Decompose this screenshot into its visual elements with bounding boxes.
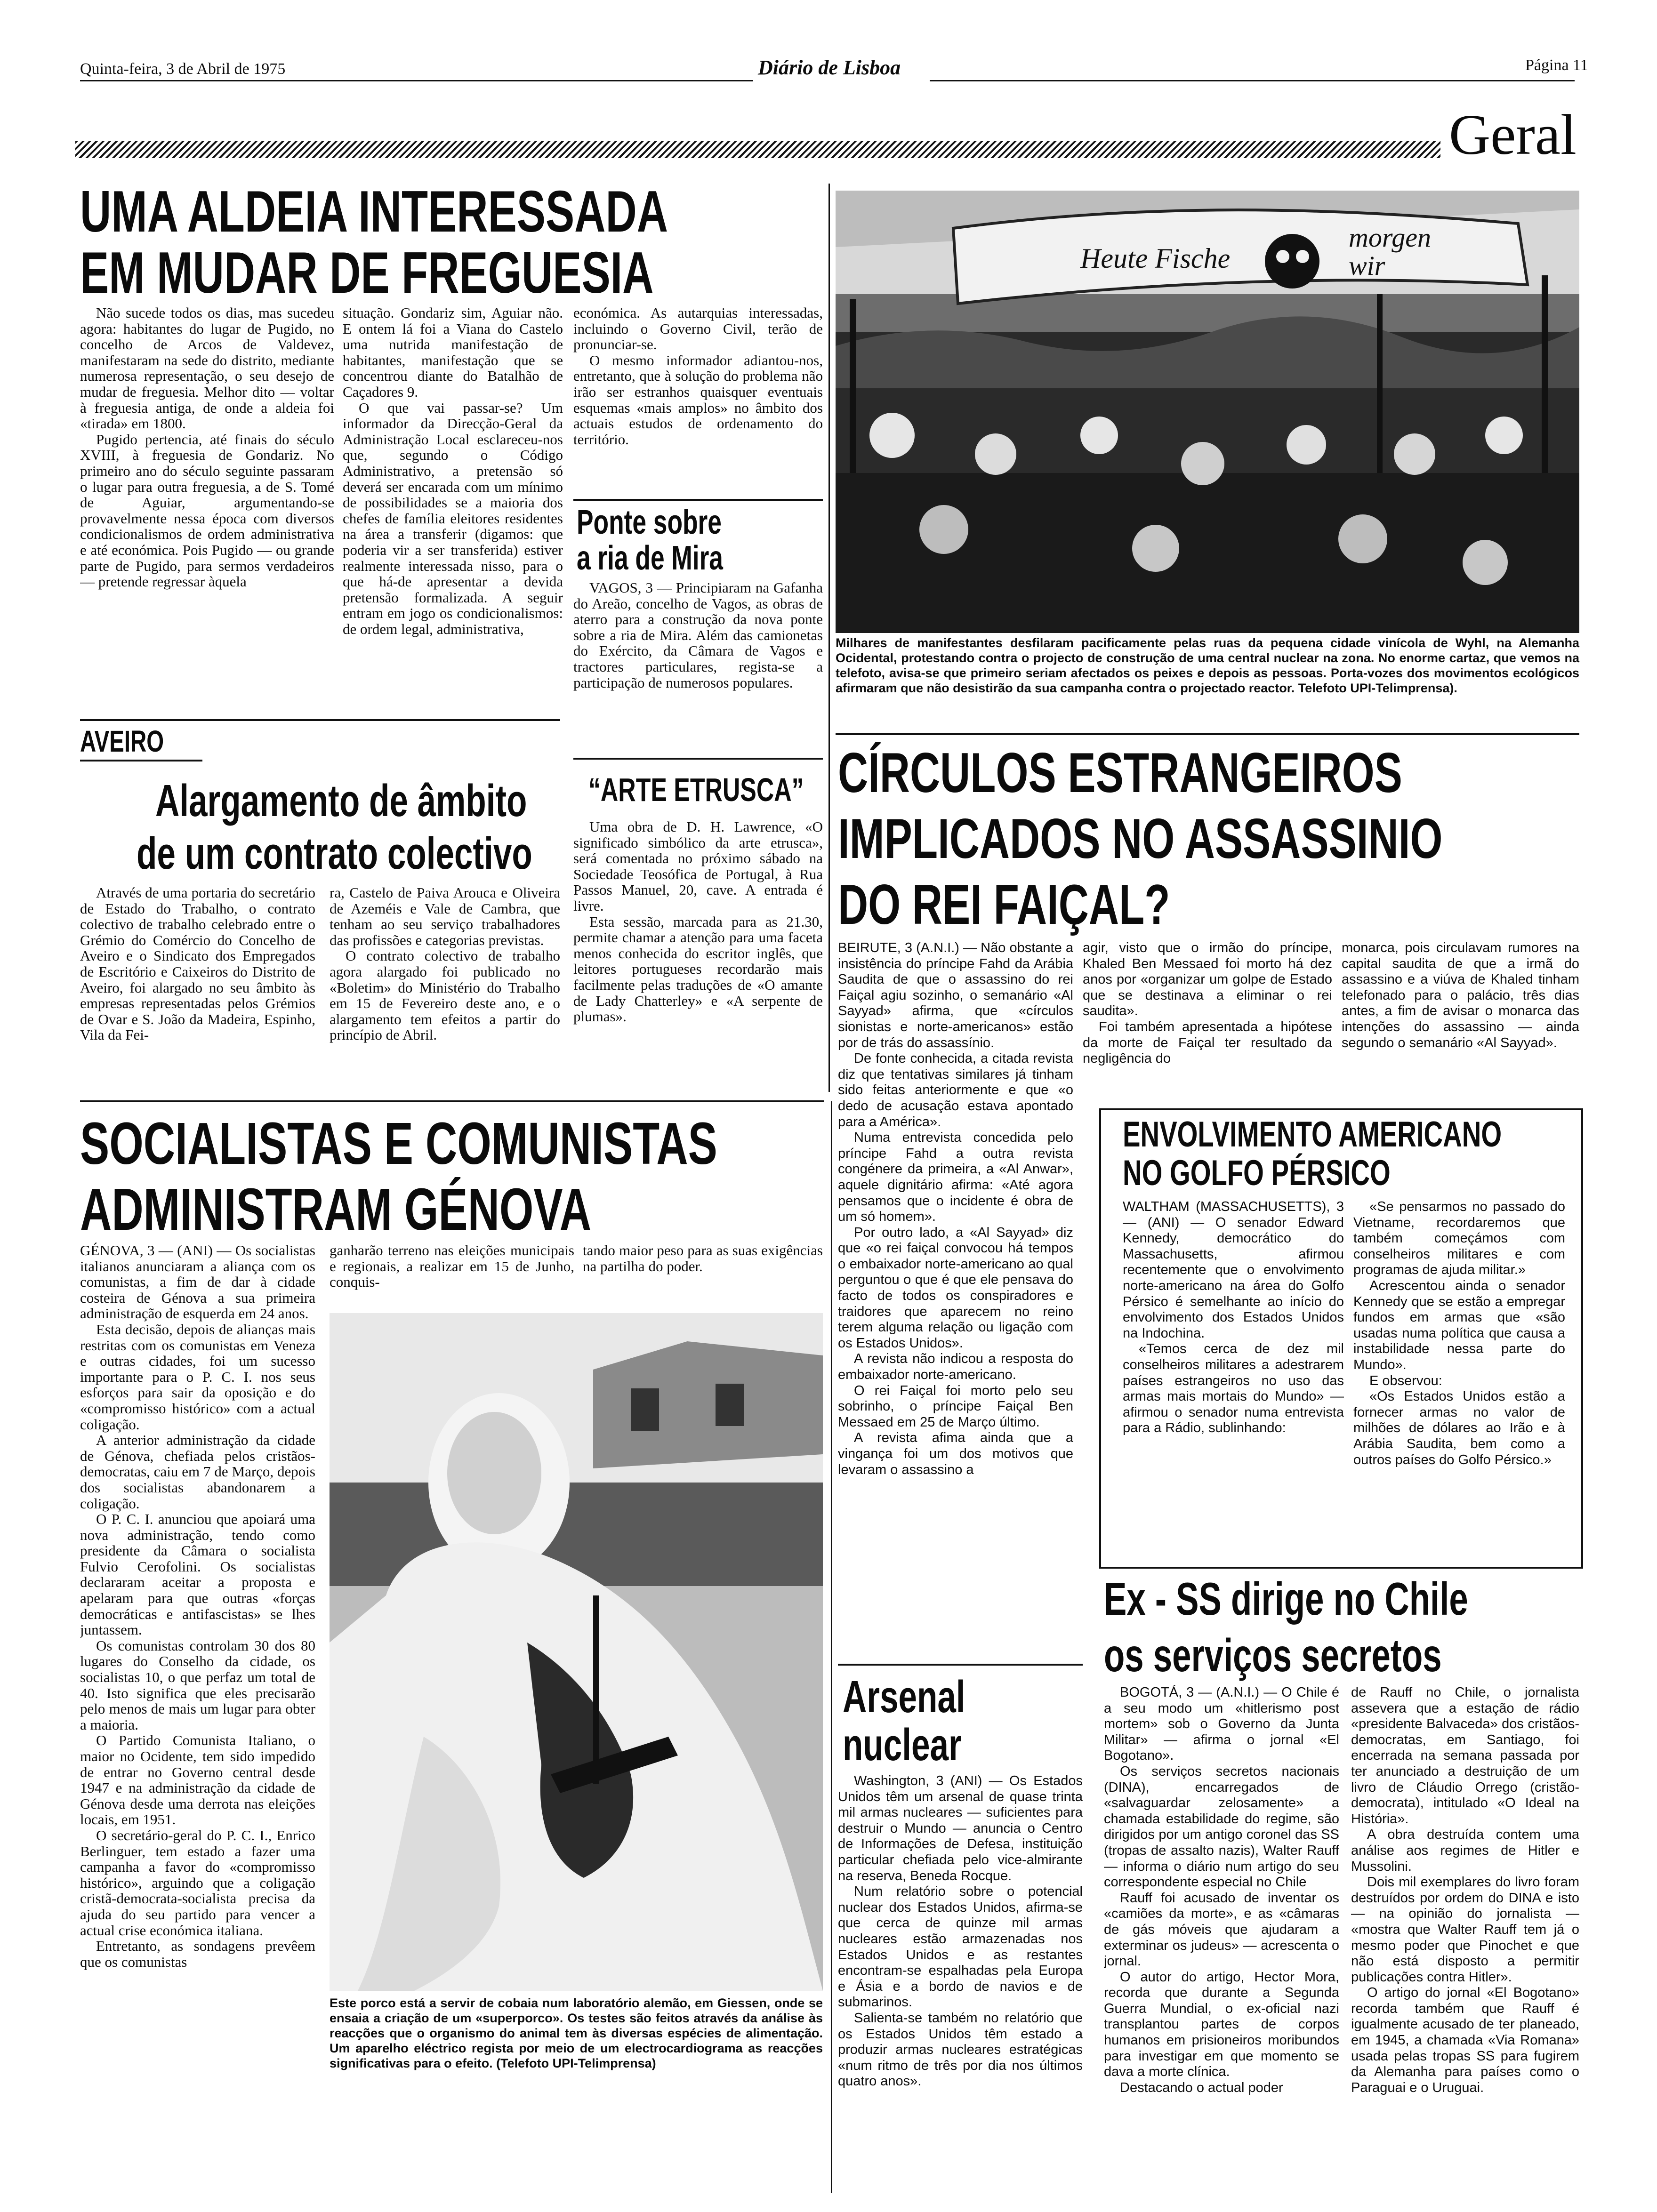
faical-paragraph: monarca, pois circulavam rumores na capital saudita de que a irmã do assassino e a viúva de Khaled tinham telefonado para o palácio, três dias antes, a fim de avisar o monarca das intenções do assassino — ainda segundo o semanário «Al Sayyad». (1342, 940, 1579, 1050)
masthead-rule-left (80, 80, 753, 81)
etrusca-top-rule (573, 758, 823, 760)
arsenal-paragraph: Washington, 3 (ANI) — Os Estados Unidos têm um arsenal de quase trinta mil armas nucleares — suficientes para destruir o Mundo — anuncia o Centro de Informações de Defesa, instituição particular chefiada pelo vice-almirante na reserva, Beneda Rocque. (838, 1773, 1083, 1883)
ponte-headline-line1: Ponte sobre (577, 504, 722, 541)
ss-chile-paragraph: BOGOTÁ, 3 — (A.N.I.) — O Chile é a seu modo um «hitlerismo post mortem» sob o Governo da Junta Militar» — afirma o jornal «El Bogotano». (1104, 1685, 1339, 1763)
faical-paragraph: BEIRUTE, 3 (A.N.I.) — Não obstante a insistência do príncipe Fahd da Arábia Saudita de que o assassino do rei Faiçal agiu sozinho, o semanário «Al Sayyad» afirma, que «círculos sionistas e norte-americanos» estão por de trás do assassínio. (838, 940, 1073, 1050)
ponte-headline-line2: a ria de Mira (577, 539, 723, 577)
etrusca-body (573, 819, 823, 1097)
ss-chile-paragraph: Destacando o actual poder (1120, 2080, 1283, 2095)
aldeia-paragraph: situação. Gondariz sim, Aguiar não. E ontem lá foi a Viana do Castelo uma nutrida manifestação de habitantes, manifestação que se concentrou diante do Batalhão de Caçadores 9. (343, 305, 563, 400)
golfo-column-2 (1353, 1199, 1565, 1557)
genova-paragraph: O Partido Comunista Italiano, o maior no Ocidente, tem sido impedido de entrar no Governo central desde 1947 e na administração da cidade de Génova desde uma derrota nas eleições locais, em 1951. (80, 1732, 315, 1828)
ss-chile-paragraph: de Rauff no Chile, o jornalista assevera que a estação de rádio «presidente Balvaceda» dos cristãos-democratas, em Santiago, foi encerrada na semana passada por ter anunciado a destruição de um livro de Cláudio Orrego (cristão-democrata), intitulado «O Ideal na História». (1351, 1685, 1579, 1827)
genova-headline-line1: SOCIALISTAS E COMUNISTAS (80, 1110, 717, 1177)
faical-column-2 (1083, 940, 1332, 1100)
wyhl-banner-text-1: Heute Fische (1080, 243, 1231, 274)
aldeia-paragraph: económica. As autarquias interessadas, incluindo o Governo Civil, terão de pronunciar-se. (573, 305, 823, 353)
arsenal-paragraph: Salienta-se também no relatório que os Estados Unidos têm estado a produzir armas nucleares estratégicas «num ritmo de três por dia nos últimos quatro anos». (838, 2010, 1083, 2089)
porco-laboratory-photo (330, 1313, 823, 1991)
golfo-column-1 (1123, 1199, 1344, 1557)
ss-chile-paragraph: Rauff foi acusado de inventar os «camiões da morte», e as «câmaras de gás móveis que ajudaram a exterminar os judeus» — acrescenta o jornal. (1104, 1890, 1339, 1969)
aveiro-paragraph: ra, Castelo de Paiva Arouca e Oliveira de Azeméis e Vale de Cambra, que tenham ao seu serviço trabalhadores das profissões e categorias previstas. (330, 885, 560, 948)
genova-paragraph: tando maior peso para as suas exigências na partilha do poder. (583, 1242, 823, 1274)
ss-chile-paragraph: Os serviços secretos nacionais (DINA), encarregados de «salvaguardar zelosamente» a chamada estabilidade do regime, são dirigidos por um antigo coronel das SS (tropas de assalto nazis), Walter Rauff — informa o diário num artigo do seu correspondente especial no Chile (1104, 1763, 1339, 1890)
wyhl-banner-text-2: morgen wir (1349, 222, 1432, 281)
faical-top-rule (836, 733, 1579, 735)
genova-paragraph: A anterior administração da cidade de Génova, chefiada pelos cristãos-democratas, caiu em 7 de Março, depois dos socialistas abandonarem a coligação. (80, 1432, 315, 1512)
section-hatch-band (75, 141, 1440, 158)
faical-headline-line2: IMPLICADOS NO ASSASSINIO (838, 807, 1443, 870)
aldeia-paragraph: O mesmo informador adiantou-nos, entretanto, que à solução do problema não irão ser estranhos quaisquer eventuais esquemas «mais amplos» no âmbito dos actuais estudos de ordenamento do território. (573, 352, 823, 448)
golfo-paragraph: «Temos cerca de dez mil conselheiros militares a adestrarem países estrangeiros no uso das armas mais mortais do Mundo» — afirmou o senador numa entrevista para a Rádio, sublinhando: (1123, 1341, 1344, 1436)
golfo-headline-line1: ENVOLVIMENTO AMERICANO (1123, 1114, 1502, 1154)
masthead-rule-right (930, 80, 1575, 81)
ponte-body (573, 580, 823, 754)
masthead-date: Quinta-feira, 3 de Abril de 1975 (80, 60, 286, 78)
faical-paragraph: O rei Faiçal foi morto pelo seu sobrinho, o príncipe Faiçal Ben Messaed em 25 de Março último. (838, 1383, 1073, 1430)
genova-paragraph: Esta decisão, depois de alianças mais restritas com os comunistas em Veneza e outras cidades, foi um sucesso importante para o P. C. I. nos seus esforços para sair da oposição e do «compromisso histórico» com a actual coligação. (80, 1321, 315, 1433)
aldeia-paragraph: Não sucede todos os dias, mas sucedeu agora: habitantes do lugar de Pugido, no concelho de Arcos de Valdevez, manifestaram na sede do distrito, mediante numerosa representação, o seu desejo de mudar de freguesia. Melhor dito — voltar à freguesia antiga, de onde a aldeia foi «tirada» em 1800. (80, 305, 334, 432)
masthead-page-number: Página 11 (1525, 56, 1588, 74)
aldeia-headline-line2: EM MUDAR DE FREGUESIA (80, 240, 654, 305)
genova-top-rule (80, 1100, 824, 1102)
arsenal-top-rule (838, 1664, 1083, 1666)
aldeia-headline-line1: UMA ALDEIA INTERESSADA (80, 179, 668, 244)
ponte-top-rule (573, 499, 823, 501)
faical-paragraph: Foi também apresentada a hipótese da morte de Faiçal ter resultado da negligência do (1083, 1019, 1332, 1066)
genova-headline-line2: ADMINISTRAM GÉNOVA (80, 1176, 592, 1242)
aldeia-column-3 (573, 305, 823, 493)
genova-paragraph: GÉNOVA, 3 — (ANI) — Os socialistas italianos anunciaram a aliança com os comunistas, a fim de dar à cidade costeira de Génova a sua primeira administração de esquerda em 24 anos. (80, 1242, 315, 1322)
aldeia-paragraph: Pugido pertencia, até finais do século XVIII, à freguesia de Gondariz. No primeiro ano do século seguinte passaram o lugar para outra freguesia, a de S. Tomé de Aguiar, argumentando-se provavelmente nessa época com diversos condicionalismos de ordem administrativa e até económica. Pois Pugido — ou grande parte de Pugido, para sermos verdadeiros — pretende regressar àquela (80, 431, 334, 590)
genova-paragraph: Os comunistas controlam 30 dos 80 lugares do Conselho da cidade, os socialistas 10, o que perfaz um total de 40. Isto significa que eles precisarão pelo menos de mais um lugar para obter a maioria. (80, 1637, 315, 1733)
golfo-paragraph: «Os Estados Unidos estão a fornecer armas no valor de milhões de dólares ao Irão e à Arábia Saudita, bem como a outros países do Golfo Pérsico.» (1353, 1389, 1565, 1467)
golfo-paragraph: E observou: (1369, 1373, 1442, 1388)
aveiro-top-rule (80, 719, 560, 721)
column-rule-main (828, 184, 830, 1092)
genova-paragraph: O secretário-geral do P. C. I., Enrico Berlinguer, tem estado a fazer uma campanha a favor do «compromisso histórico», arguindo que a coligação cristã-democrata-socialista precisa da ajuda do seu partido para vencer a actual crise económica italiana. (80, 1827, 315, 1939)
ss-chile-column-2 (1351, 1685, 1579, 2188)
ss-chile-column-1 (1104, 1685, 1339, 2188)
faical-paragraph: Por outro lado, a «Al Sayyad» diz que «o rei faiçal convocou há tempos o embaixador norte-americano ao qual perguntou o que é que ele pensava do facto de todos os conspiradores e traidores que aparecem no reino terem alguma relação ou ligação com os Estados Unidos». (838, 1225, 1073, 1351)
aldeia-paragraph: O que vai passar-se? Um informador da Direcção-Geral da Administração Local esclareceu-nos que, segundo o Código Administrativo, a pretensão só deverá ser encarada com um mínimo de possibilidades se a maioria dos chefes de família eleitores residentes na área a transferir (digamos: que poderia vir a ser transferida) estiver realmente interessada nisso, para o que há-de apresentar a devida pretensão formalizada. A seguir entram em jogo os condicionalismos: de ordem legal, administrativa, (343, 399, 563, 637)
golfo-paragraph: «Se pensarmos no passado do Vietname, recordaremos que também começámos com conselheiros militares e com programas de ajuda militar.» (1353, 1199, 1565, 1278)
aveiro-column-2 (330, 885, 560, 1092)
genova-column-3 (583, 1242, 823, 1294)
golfo-paragraph: WALTHAM (MASSACHUSETTS), 3 — (ANI) — O senador Edward Kennedy, democrático do Massachusetts, afirmou recentemente que o envolvimento norte-americano na área do Golfo Pérsico é semelhante ao início do envolvimento dos Estados Unidos na Indochina. (1123, 1199, 1344, 1341)
aveiro-column-1 (80, 885, 315, 1092)
arsenal-headline-line2: nuclear (843, 1720, 962, 1770)
wyhl-demonstration-photo (836, 191, 1579, 633)
faical-paragraph: agir, visto que o irmão do príncipe, Khaled Ben Messaed foi morto há dez anos por «organizar um golpe de Estado que se destinava a eliminar o rei saudita». (1083, 940, 1332, 1019)
faical-paragraph: De fonte conhecida, a citada revista diz que tentativas similares já tinham sido feitas anteriormente e que «o dedo de acusação estava apontado para a América». (838, 1051, 1073, 1130)
ss-chile-headline-line2: os serviços secretos (1104, 1629, 1442, 1681)
column-rule-lower (831, 1101, 832, 2193)
etrusca-paragraph: Uma obra de D. H. Lawrence, «O significado simbólico da arte etrusca», será comentada no próximo sábado na Sociedade Teosófica de Portugal, à Rua Passos Manuel, 20, cave. A entrada é livre. (573, 819, 823, 914)
aldeia-column-1 (80, 305, 334, 705)
aveiro-kicker-rule (80, 760, 202, 761)
genova-paragraph: Entretanto, as sondagens prevêem que os comunistas (80, 1938, 315, 1970)
ss-chile-paragraph: O autor do artigo, Hector Mora, recorda que durante a Segunda Guerra Mundial, o ex-oficial nazi transplantou partes de corpos humanos em prisioneiros moribundos para investigar em que momento se dava a morte clínica. (1104, 1969, 1339, 2080)
aveiro-paragraph: O contrato colectivo de trabalho agora alargado foi publicado no «Boletim» do Ministério do Trabalho em 15 de Fevereiro deste ano, e o alargamento tem efeitos a partir do princípio de Abril. (330, 947, 560, 1043)
faical-paragraph: Numa entrevista concedida pelo príncipe Fahd a outra revista congénere da primeira, a «Al Anwar», aquele dignitário afirma: «Até agora pensamos que o incidente é obra de um só homem». (838, 1130, 1073, 1225)
genova-column-1 (80, 1242, 315, 2184)
golfo-headline-line2: NO GOLFO PÉRSICO (1123, 1153, 1391, 1193)
aveiro-headline-line1: Alargamento de âmbito (155, 776, 527, 826)
aveiro-paragraph: Através de uma portaria do secretário de Estado do Trabalho, o contrato colectivo de trabalho celebrado entre o Grémio do Comércio do Concelho de Aveiro e o Sindicato dos Empregados de Escritório e Caixeiros do Distrito de Aveiro, foi alargado no seu âmbito às empresas representadas pelos Grémios de Ovar e S. João da Madeira, Espinho, Vila da Fei- (80, 885, 315, 1043)
arsenal-headline-line1: Arsenal (843, 1672, 965, 1722)
faical-headline-line3: DO REI FAIÇAL? (838, 873, 1170, 936)
faical-paragraph: A revista não indicou a resposta do embaixador norte-americano. (838, 1351, 1073, 1383)
genova-paragraph: O P. C. I. anunciou que apoiará uma nova administração, tendo como presidente da Câmara o socialista Fulvio Cerofolini. Os socialistas declararam aceitar a proposta e apelaram para que outras «forças democráticas e antifascistas» se lhes juntassem. (80, 1511, 315, 1638)
porco-photo-illustration (330, 1313, 823, 1991)
ss-chile-paragraph: O artigo do jornal «El Bogotano» recorda também que Rauff é igualmente acusado de ter planeado, em 1945, a chamada «Via Romana» usada pelas tropas SS para fugirem da Alemanha para países como o Paraguai e o Uruguai. (1351, 1985, 1579, 2095)
golfo-paragraph: Acrescentou ainda o senador Kennedy que se estão a empregar fundos em armas que «são usadas numa política que causa a instabilidade nessa parte do Mundo». (1353, 1278, 1565, 1372)
etrusca-headline: “ARTE ETRUSCA” (588, 771, 804, 808)
genova-paragraph: ganharão terreno nas eleições municipais e regionais, a realizar em 15 de Junho, conquis- (330, 1242, 574, 1290)
ss-chile-paragraph: A obra destruída contem uma análise aos regimes de Hitler e Mussolini. (1351, 1827, 1579, 1874)
faical-column-1 (838, 940, 1073, 1660)
faical-paragraph: A revista afima ainda que a vingança foi um dos motivos que levaram o assassino a (838, 1430, 1073, 1477)
aveiro-kicker: AVEIRO (80, 724, 164, 758)
arsenal-body (838, 1773, 1083, 2188)
section-title: Geral (1449, 103, 1577, 167)
aldeia-column-2 (343, 305, 563, 705)
faical-headline-line1: CÍRCULOS ESTRANGEIROS (838, 741, 1402, 804)
porco-photo-caption: Este porco está a servir de cobaia num laboratório alemão, em Giessen, onde se ensaia a criação de um «superporco». Os testes são feitos através da análise às reacções que o organismo do animal tem às diversas espécies de alimentação. Um aparelho eléctrico regista por meio de um electrocardiograma as reacções significativas para o efeito. (Telefoto UPI-Telimprensa) (330, 1996, 823, 2070)
etrusca-paragraph: Esta sessão, marcada para as 21.30, permite chamar a atenção para uma faceta menos conhecida do escritor inglês, que leitores portugueses recordarão mais facilmente pelas traduções de «O amante de Lady Chatterley» e «A serpente de plumas». (573, 913, 823, 1025)
faical-column-3 (1342, 940, 1579, 1100)
ponte-paragraph: VAGOS, 3 — Principiaram na Gafanha do Areão, concelho de Vagos, as obras de aterro para a construção da nova ponte sobre a ria de Mira. Além das camionetas do Exército, da Câmara de Vagos e tractores particulares, regista-se a participação de numerosos populares. (573, 580, 823, 691)
ss-chile-paragraph: Dois mil exemplares do livro foram destruídos por ordem do DINA e isto — na opinião do jornalista — «mostra que Walter Rauff tem já o mesmo poder que Pinochet e que não está disposto a permitir publicações contra Hitler». (1351, 1875, 1579, 1985)
masthead-paper-name: Diário de Lisboa (758, 56, 901, 79)
genova-column-2 (330, 1242, 574, 1294)
wyhl-photo-caption: Milhares de manifestantes desfilaram pacificamente pelas ruas da pequena cidade vinícola de Wyhl, na Alemanha Ocidental, protestando contra o projecto de construção de uma central nuclear na zona. No enorme cartaz, que vemos na telefoto, avisa-se que primeiro seriam afectados os peixes e depois as pessoas. Porta-vozes dos movimentos ecológicos afirmaram que não desistirão da sua campanha contra o projectado reactor. Telefoto UPI-Telimprensa). (836, 636, 1579, 695)
ss-chile-headline-line1: Ex - SS dirige no Chile (1104, 1573, 1468, 1625)
aveiro-headline-line2: de um contrato colectivo (137, 828, 532, 879)
arsenal-paragraph: Num relatório sobre o potencial nuclear dos Estados Unidos, afirma-se que cerca de quinze mil armas nucleares estão armazenadas nos Estados Unidos e as restantes encontram-se espalhadas pela Europa e Ásia e a bordo de navios e de submarinos. (838, 1884, 1083, 2010)
